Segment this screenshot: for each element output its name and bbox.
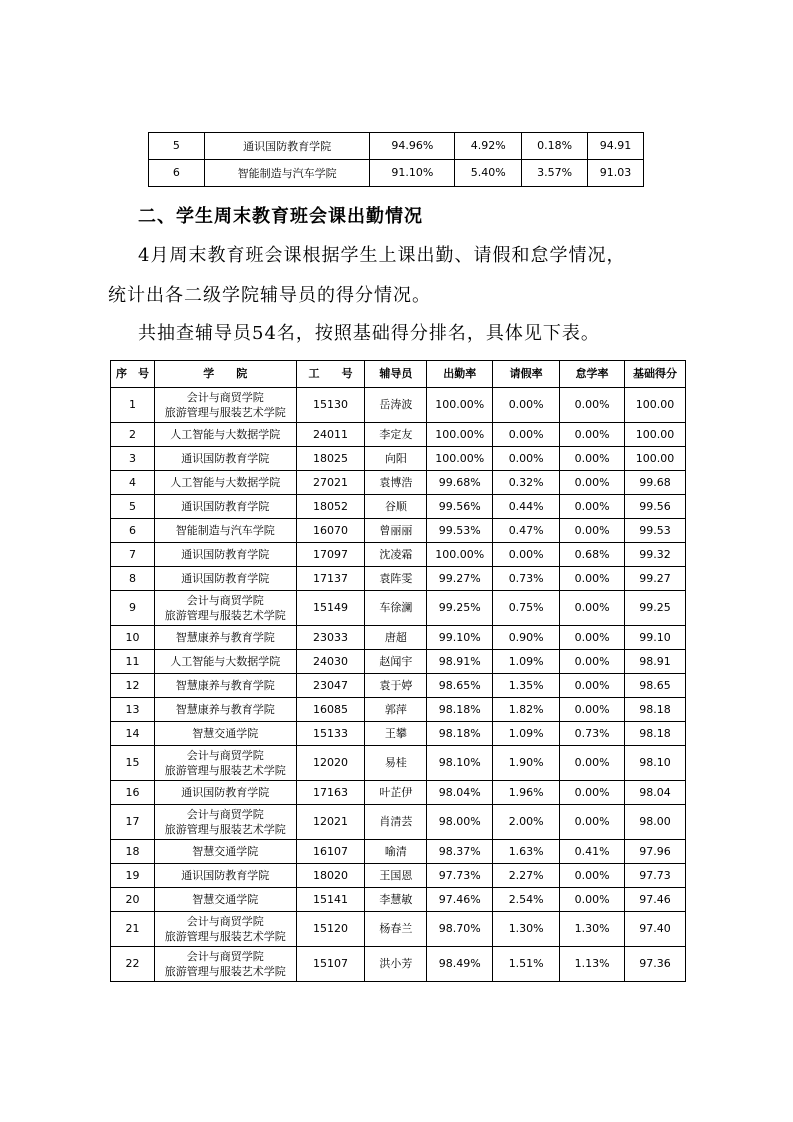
- cell-attendance: 98.91%: [427, 650, 493, 674]
- cell-truancy: 0.41%: [560, 840, 625, 864]
- college-name: 智慧交通学院: [192, 845, 259, 858]
- cell-id: 16107: [296, 840, 365, 864]
- college-name: 旅游管理与服装艺术学院: [164, 609, 286, 622]
- cell-id: 27021: [296, 471, 365, 495]
- cell-id: 16070: [296, 519, 365, 543]
- cell-leave: 2.54%: [493, 888, 560, 912]
- college-name: 通识国防教育学院: [181, 869, 270, 882]
- cell-seq: 20: [111, 888, 155, 912]
- table-header: [111, 361, 686, 388]
- college-name: 通识国防教育学院: [181, 572, 270, 585]
- table-row: [111, 805, 686, 840]
- college-name: 智慧康养与教育学院: [175, 679, 275, 692]
- college-name: 通识国防教育学院: [243, 139, 332, 153]
- college-name: 会计与商贸学院: [186, 594, 264, 607]
- cell-truancy: 0.00%: [560, 888, 625, 912]
- section-heading: 二、学生周末教育班会课出勤情况: [138, 206, 423, 227]
- cell-truancy: 0.00%: [560, 567, 625, 591]
- cell-college: [154, 698, 296, 722]
- cell-counselor: 岳涛波: [365, 388, 427, 423]
- cell-score: 99.32: [625, 543, 686, 567]
- cell-seq: 17: [111, 805, 155, 840]
- cell-seq: 21: [111, 912, 155, 947]
- cell-leave: 1.82%: [493, 698, 560, 722]
- cell-id: 18052: [296, 495, 365, 519]
- cell-leave: 1.09%: [493, 722, 560, 746]
- college-name: 通识国防教育学院: [181, 452, 270, 465]
- cell-truancy: 1.30%: [560, 912, 625, 947]
- cell-id: 17163: [296, 781, 365, 805]
- college-name: 通识国防教育学院: [181, 548, 270, 561]
- cell-attendance: 99.27%: [427, 567, 493, 591]
- cell-truancy: 0.00%: [560, 650, 625, 674]
- cell-leave: 0.32%: [493, 471, 560, 495]
- cell-id: 15141: [296, 888, 365, 912]
- cell-attendance: 100.00%: [427, 423, 493, 447]
- cell-attendance: 94.96%: [370, 133, 455, 160]
- cell-leave: 1.30%: [493, 912, 560, 947]
- cell-truancy: 0.00%: [560, 519, 625, 543]
- cell-score: 99.56: [625, 495, 686, 519]
- cell-id: 23047: [296, 674, 365, 698]
- table-row: [111, 543, 686, 567]
- cell-college: [154, 650, 296, 674]
- cell-leave: 0.75%: [493, 591, 560, 626]
- table-row: [149, 160, 644, 187]
- cell-college: [154, 567, 296, 591]
- cell-college: [154, 626, 296, 650]
- college-name: 会计与商贸学院: [186, 915, 264, 928]
- cell-seq: 11: [111, 650, 155, 674]
- college-name: 会计与商贸学院: [186, 808, 264, 821]
- cell-seq: 6: [149, 160, 205, 187]
- cell-counselor: 谷顺: [365, 495, 427, 519]
- cell-id: 15133: [296, 722, 365, 746]
- cell-score: 98.65: [625, 674, 686, 698]
- header-id: 工 号: [296, 361, 365, 388]
- table-row: [111, 888, 686, 912]
- cell-score: 98.18: [625, 698, 686, 722]
- cell-attendance: 97.46%: [427, 888, 493, 912]
- cell-truancy: 0.00%: [560, 495, 625, 519]
- table-row: [111, 567, 686, 591]
- cell-attendance: 98.65%: [427, 674, 493, 698]
- previous-score-table: [148, 132, 644, 187]
- table-row: [111, 746, 686, 781]
- cell-score: 97.96: [625, 840, 686, 864]
- cell-counselor: 喻清: [365, 840, 427, 864]
- cell-counselor: 曾丽丽: [365, 519, 427, 543]
- table-row: [111, 947, 686, 982]
- cell-truancy: 0.00%: [560, 591, 625, 626]
- table-row: [111, 912, 686, 947]
- cell-truancy: 0.00%: [560, 423, 625, 447]
- cell-seq: 8: [111, 567, 155, 591]
- cell-id: 18020: [296, 864, 365, 888]
- cell-score: 97.40: [625, 912, 686, 947]
- cell-attendance: 98.10%: [427, 746, 493, 781]
- cell-attendance: 99.68%: [427, 471, 493, 495]
- cell-score: 97.36: [625, 947, 686, 982]
- table-row: [111, 471, 686, 495]
- cell-score: 99.10: [625, 626, 686, 650]
- cell-id: 15120: [296, 912, 365, 947]
- cell-score: 98.04: [625, 781, 686, 805]
- cell-leave: 0.90%: [493, 626, 560, 650]
- cell-truancy: 0.00%: [560, 471, 625, 495]
- college-name: 旅游管理与服装艺术学院: [164, 930, 286, 943]
- cell-leave: 0.00%: [493, 447, 560, 471]
- cell-counselor: 赵闻宇: [365, 650, 427, 674]
- cell-college: [154, 543, 296, 567]
- cell-counselor: 向阳: [365, 447, 427, 471]
- cell-id: 12021: [296, 805, 365, 840]
- cell-counselor: 王攀: [365, 722, 427, 746]
- cell-college: [154, 805, 296, 840]
- cell-college: [154, 864, 296, 888]
- cell-counselor: 洪小芳: [365, 947, 427, 982]
- header-row: [111, 361, 686, 388]
- cell-college: [204, 160, 370, 187]
- intro-paragraph-line-2: 统计出各二级学院辅导员的得分情况。: [108, 285, 431, 306]
- cell-counselor: 袁博浩: [365, 471, 427, 495]
- college-name: 人工智能与大数据学院: [170, 476, 281, 489]
- cell-leave: 0.73%: [493, 567, 560, 591]
- cell-leave: 1.90%: [493, 746, 560, 781]
- cell-college: [154, 471, 296, 495]
- cell-attendance: 98.18%: [427, 722, 493, 746]
- table-row: [111, 423, 686, 447]
- cell-college: [154, 388, 296, 423]
- cell-seq: 9: [111, 591, 155, 626]
- college-name: 人工智能与大数据学院: [170, 655, 281, 668]
- cell-attendance: 98.00%: [427, 805, 493, 840]
- cell-score: 99.27: [625, 567, 686, 591]
- cell-score: 100.00: [625, 447, 686, 471]
- cell-attendance: 98.18%: [427, 698, 493, 722]
- cell-id: 16085: [296, 698, 365, 722]
- cell-college: [154, 674, 296, 698]
- cell-counselor: 叶芷伊: [365, 781, 427, 805]
- cell-seq: 10: [111, 626, 155, 650]
- cell-leave: 1.63%: [493, 840, 560, 864]
- previous-score-table-body: [149, 133, 644, 187]
- cell-college: [154, 781, 296, 805]
- cell-attendance: 98.37%: [427, 840, 493, 864]
- cell-leave: 1.09%: [493, 650, 560, 674]
- cell-seq: 3: [111, 447, 155, 471]
- college-name: 会计与商贸学院: [186, 749, 264, 762]
- cell-college: [154, 447, 296, 471]
- cell-college: [154, 423, 296, 447]
- header-counselor: 辅导员: [365, 361, 427, 388]
- cell-score: 98.00: [625, 805, 686, 840]
- table-row: [111, 722, 686, 746]
- cell-score: 99.25: [625, 591, 686, 626]
- cell-college: [154, 746, 296, 781]
- cell-truancy: 1.13%: [560, 947, 625, 982]
- table-row: [149, 133, 644, 160]
- cell-id: 17097: [296, 543, 365, 567]
- cell-counselor: 李定友: [365, 423, 427, 447]
- cell-college: [154, 947, 296, 982]
- cell-id: 17137: [296, 567, 365, 591]
- cell-seq: 13: [111, 698, 155, 722]
- cell-leave: 0.47%: [493, 519, 560, 543]
- cell-score: 98.91: [625, 650, 686, 674]
- cell-attendance: 98.04%: [427, 781, 493, 805]
- cell-truancy: 0.68%: [560, 543, 625, 567]
- cell-counselor: 沈凌霜: [365, 543, 427, 567]
- cell-truancy: 0.00%: [560, 781, 625, 805]
- cell-leave: 0.00%: [493, 423, 560, 447]
- cell-attendance: 91.10%: [370, 160, 455, 187]
- cell-score: 91.03: [588, 160, 644, 187]
- table-row: [111, 591, 686, 626]
- cell-id: 24030: [296, 650, 365, 674]
- cell-seq: 7: [111, 543, 155, 567]
- cell-attendance: 99.25%: [427, 591, 493, 626]
- college-name: 智慧康养与教育学院: [175, 631, 275, 644]
- cell-college: [154, 888, 296, 912]
- cell-leave: 1.35%: [493, 674, 560, 698]
- intro-paragraph-line-1: 4月周末教育班会课根据学生上课出勤、请假和怠学情况，: [138, 245, 626, 266]
- table-row: [111, 864, 686, 888]
- cell-score: 97.73: [625, 864, 686, 888]
- college-name: 旅游管理与服装艺术学院: [164, 764, 286, 777]
- cell-score: 100.00: [625, 388, 686, 423]
- college-name: 智慧交通学院: [192, 727, 259, 740]
- cell-seq: 14: [111, 722, 155, 746]
- cell-seq: 18: [111, 840, 155, 864]
- cell-score: 94.91: [588, 133, 644, 160]
- cell-score: 99.53: [625, 519, 686, 543]
- cell-college: [204, 133, 370, 160]
- header-attendance: 出勤率: [427, 361, 493, 388]
- cell-college: [154, 591, 296, 626]
- cell-counselor: 袁阵雯: [365, 567, 427, 591]
- cell-attendance: 98.70%: [427, 912, 493, 947]
- cell-id: 12020: [296, 746, 365, 781]
- cell-id: 15149: [296, 591, 365, 626]
- cell-college: [154, 840, 296, 864]
- cell-college: [154, 519, 296, 543]
- header-score: 基础得分: [625, 361, 686, 388]
- college-name: 智慧交通学院: [192, 893, 259, 906]
- cell-score: 98.18: [625, 722, 686, 746]
- cell-truancy: 0.00%: [560, 626, 625, 650]
- cell-score: 97.46: [625, 888, 686, 912]
- cell-attendance: 100.00%: [427, 447, 493, 471]
- college-name: 智慧康养与教育学院: [175, 703, 275, 716]
- cell-attendance: 97.73%: [427, 864, 493, 888]
- college-name: 通识国防教育学院: [181, 500, 270, 513]
- cell-seq: 12: [111, 674, 155, 698]
- table-row: [111, 840, 686, 864]
- college-name: 旅游管理与服装艺术学院: [164, 965, 286, 978]
- college-name: 会计与商贸学院: [186, 950, 264, 963]
- cell-leave: 1.51%: [493, 947, 560, 982]
- cell-leave: 2.27%: [493, 864, 560, 888]
- cell-leave: 1.96%: [493, 781, 560, 805]
- cell-id: 18025: [296, 447, 365, 471]
- cell-college: [154, 722, 296, 746]
- summary-paragraph: 共抽查辅导员54名，按照基础得分排名，具体见下表。: [138, 323, 600, 344]
- cell-truancy: 0.73%: [560, 722, 625, 746]
- cell-counselor: 杨春兰: [365, 912, 427, 947]
- cell-score: 100.00: [625, 423, 686, 447]
- header-seq: 序 号: [111, 361, 155, 388]
- cell-counselor: 车徐澜: [365, 591, 427, 626]
- cell-leave: 0.00%: [493, 543, 560, 567]
- cell-counselor: 李慧敏: [365, 888, 427, 912]
- cell-counselor: 唐超: [365, 626, 427, 650]
- cell-truancy: 0.18%: [522, 133, 588, 160]
- cell-truancy: 0.00%: [560, 388, 625, 423]
- college-name: 通识国防教育学院: [181, 786, 270, 799]
- cell-leave: 2.00%: [493, 805, 560, 840]
- cell-college: [154, 912, 296, 947]
- cell-attendance: 99.10%: [427, 626, 493, 650]
- cell-id: 15107: [296, 947, 365, 982]
- table-row: [111, 674, 686, 698]
- cell-id: 23033: [296, 626, 365, 650]
- cell-attendance: 99.56%: [427, 495, 493, 519]
- cell-seq: 1: [111, 388, 155, 423]
- college-name: 旅游管理与服装艺术学院: [164, 406, 286, 419]
- college-name: 旅游管理与服装艺术学院: [164, 823, 286, 836]
- cell-score: 99.68: [625, 471, 686, 495]
- cell-leave: 4.92%: [455, 133, 522, 160]
- cell-counselor: 郭萍: [365, 698, 427, 722]
- cell-truancy: 0.00%: [560, 698, 625, 722]
- table-row: [111, 698, 686, 722]
- table-row: [111, 447, 686, 471]
- table-body: [111, 388, 686, 982]
- cell-counselor: 肖清芸: [365, 805, 427, 840]
- cell-seq: 22: [111, 947, 155, 982]
- cell-seq: 5: [111, 495, 155, 519]
- cell-attendance: 100.00%: [427, 388, 493, 423]
- cell-truancy: 0.00%: [560, 674, 625, 698]
- college-name: 智能制造与汽车学院: [237, 166, 337, 180]
- table-row: [111, 495, 686, 519]
- cell-seq: 4: [111, 471, 155, 495]
- cell-leave: 5.40%: [455, 160, 522, 187]
- cell-college: [154, 495, 296, 519]
- cell-counselor: 王国恩: [365, 864, 427, 888]
- cell-attendance: 99.53%: [427, 519, 493, 543]
- cell-score: 98.10: [625, 746, 686, 781]
- cell-seq: 19: [111, 864, 155, 888]
- table-row: [111, 388, 686, 423]
- table-row: [111, 519, 686, 543]
- cell-truancy: 0.00%: [560, 805, 625, 840]
- cell-seq: 6: [111, 519, 155, 543]
- cell-seq: 5: [149, 133, 205, 160]
- cell-attendance: 98.49%: [427, 947, 493, 982]
- college-name: 会计与商贸学院: [186, 391, 264, 404]
- header-leave: 请假率: [493, 361, 560, 388]
- table-row: [111, 781, 686, 805]
- cell-leave: 0.00%: [493, 388, 560, 423]
- cell-truancy: 3.57%: [522, 160, 588, 187]
- header-truancy: 怠学率: [560, 361, 625, 388]
- header-college: 学 院: [154, 361, 296, 388]
- cell-leave: 0.44%: [493, 495, 560, 519]
- cell-truancy: 0.00%: [560, 746, 625, 781]
- cell-id: 15130: [296, 388, 365, 423]
- counselor-score-table: [110, 360, 686, 982]
- table-row: [111, 650, 686, 674]
- cell-counselor: 袁于婷: [365, 674, 427, 698]
- cell-truancy: 0.00%: [560, 864, 625, 888]
- college-name: 人工智能与大数据学院: [170, 428, 281, 441]
- cell-seq: 15: [111, 746, 155, 781]
- cell-truancy: 0.00%: [560, 447, 625, 471]
- college-name: 智能制造与汽车学院: [175, 524, 275, 537]
- cell-seq: 16: [111, 781, 155, 805]
- cell-id: 24011: [296, 423, 365, 447]
- cell-counselor: 易桂: [365, 746, 427, 781]
- cell-seq: 2: [111, 423, 155, 447]
- table-row: [111, 626, 686, 650]
- cell-attendance: 100.00%: [427, 543, 493, 567]
